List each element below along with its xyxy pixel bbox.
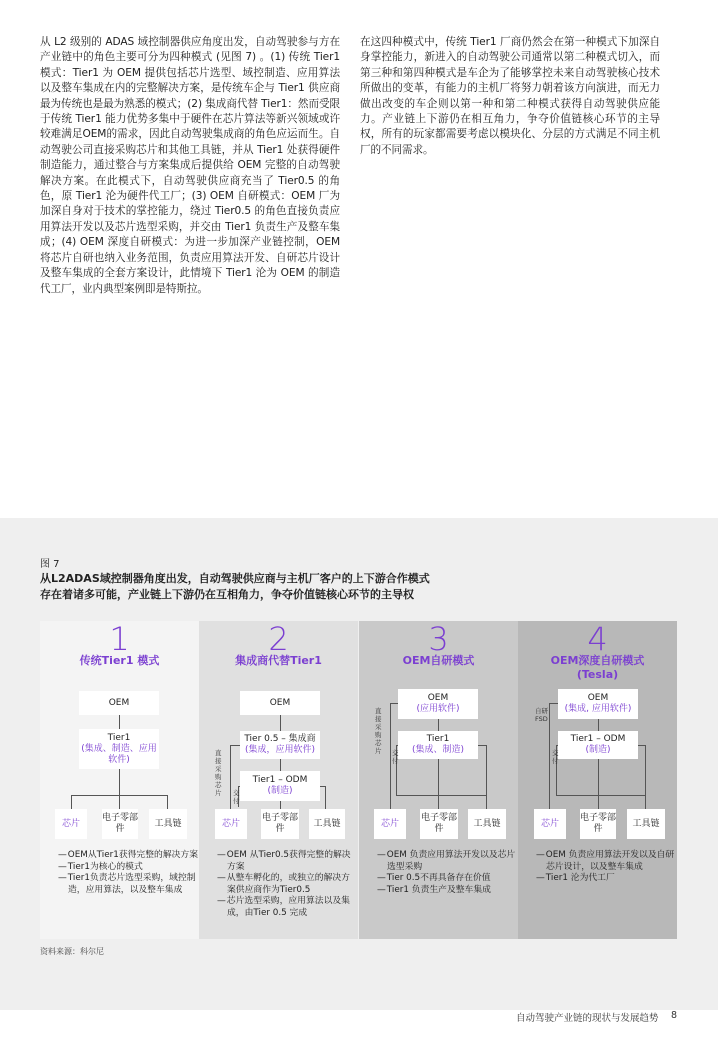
chip-box: 芯片 (374, 809, 406, 839)
connector-line (280, 801, 281, 809)
chip-box: 芯片 (55, 809, 87, 839)
oem-sub: (应用软件) (416, 704, 460, 714)
model-number: 2 (268, 620, 289, 658)
model-number: 1 (109, 620, 130, 658)
note-item: — OEM 负责应用算法开发以及自研芯片设计，以及整车集成 (536, 850, 676, 873)
figure-title-line1: 从L2ADAS域控制器角度出发，自动驾驶供应商与主机厂客户的上下游合作模式 (40, 572, 430, 585)
model-number: 4 (587, 620, 608, 658)
connector-line (549, 703, 550, 809)
note-item: — 芯片选型采购，应用算法以及集成，由Tier 0.5 完成 (217, 896, 357, 919)
tier1-sub: (集成、制造、应用软件) (81, 743, 157, 765)
model-title: 传统Tier1 模式 (79, 654, 160, 667)
connector-line (119, 795, 120, 809)
connector-line (396, 795, 486, 796)
connector-line (119, 715, 120, 729)
model-number: 3 (428, 620, 449, 658)
tier1-sub: (集成、制造) (411, 745, 465, 755)
odm-label: Tier1 – ODM (570, 734, 626, 744)
chip-box: 芯片 (534, 809, 566, 839)
figure-title-line2: 存在着诸多可能，产业链上下游仍在互相角力，争夺价值链核心环节的主导权 (40, 588, 414, 601)
connector-line (438, 719, 439, 731)
chip-box: 芯片 (215, 809, 247, 839)
connector-line (486, 745, 487, 809)
note-item: — Tier1 沦为代工厂 (536, 873, 676, 885)
electronics-box: 电子零部件 (261, 809, 299, 839)
delivery-label: 交付 (392, 749, 399, 765)
toolchain-box: 工具链 (149, 809, 187, 839)
figure-label: 图 7 (40, 559, 60, 570)
note-item: — OEM从Tier1获得完整的解决方案 (58, 850, 198, 862)
oem-sub: (集成, 应用软件) (564, 704, 632, 714)
oem-box: OEM (79, 691, 159, 715)
direct-purchase-label: 直接采购芯片 (215, 749, 222, 797)
footer-title: 自动驾驶产业链的现状与发展趋势 (516, 1013, 659, 1024)
tier1-box (79, 729, 159, 769)
electronics-box: 电子零部件 (420, 809, 458, 839)
oem-box: OEM (240, 691, 320, 715)
connector-line (478, 745, 487, 746)
toolchain-box: 工具链 (468, 809, 506, 839)
figure-title (40, 571, 680, 603)
direct-purchase-label: 直接采购芯片 (375, 707, 382, 755)
odm-box (558, 731, 638, 759)
connector-line (390, 703, 391, 809)
connector-line (325, 786, 326, 809)
toolchain-box: 工具链 (627, 809, 665, 839)
note-item: — Tier 0.5不再具备存在价值 (377, 873, 517, 885)
model-column-2 (199, 621, 358, 939)
connector-line (71, 795, 72, 809)
model-title-sub: (Tesla) (576, 668, 619, 681)
model-column-1 (40, 621, 199, 939)
connector-line (280, 715, 281, 731)
toolchain-box: 工具链 (309, 809, 345, 839)
odm-label: Tier1 – ODM (252, 775, 308, 785)
connector-line (598, 719, 599, 731)
connector-line (638, 745, 646, 746)
model-notes (536, 850, 676, 885)
connector-line (230, 745, 231, 809)
figure-source: 资料来源：科尔尼 (40, 947, 104, 956)
oem-box (558, 689, 638, 719)
connector-line (390, 703, 398, 704)
model-title: 集成商代替Tier1 (235, 654, 322, 667)
model-column-3 (359, 621, 518, 939)
connector-line (598, 759, 599, 809)
tier05-box (240, 731, 320, 759)
model-notes (217, 850, 357, 920)
connector-line (167, 795, 168, 809)
delivery-label: 交付 (233, 789, 240, 805)
connector-line (549, 703, 558, 704)
note-item: — 从整车孵化的，或独立的解决方案供应商作为Tier0.5 (217, 873, 357, 896)
page-number: 8 (671, 1010, 678, 1021)
model-title: OEM自研模式 (402, 654, 475, 667)
tier1-label: Tier1 (107, 732, 131, 743)
note-item: — Tier1负责芯片选型采购，域控制造，应用算法，以及整车集成 (58, 873, 198, 896)
self-developed-fsd-label: 自研FSD (535, 707, 548, 723)
tier1-label: Tier1 (426, 734, 450, 744)
connector-line (119, 769, 120, 795)
tier1-box (398, 731, 478, 759)
odm-box (240, 771, 320, 801)
model-notes (377, 850, 517, 896)
delivery-label: 交付 (552, 749, 559, 765)
note-item: — Tier1为核心的模式 (58, 862, 198, 874)
note-item: — OEM 从Tier0.5获得完整的解决方案 (217, 850, 357, 873)
connector-line (280, 759, 281, 771)
note-item: — OEM 负责应用算法开发以及芯片选型采购 (377, 850, 517, 873)
oem-box (398, 689, 478, 719)
connector-line (230, 745, 240, 746)
tier05-label: Tier 0.5 – 集成商 (244, 734, 316, 744)
electronics-box: 电子零部件 (102, 809, 138, 839)
electronics-box: 电子零部件 (580, 809, 616, 839)
odm-sub: (制造) (267, 786, 293, 796)
connector-line (645, 745, 646, 809)
model-notes (58, 850, 198, 896)
connector-line (320, 786, 326, 787)
oem-label: OEM (587, 693, 609, 703)
connector-line (438, 759, 439, 809)
model-title: OEM深度自研模式 (550, 654, 645, 667)
oem-label: OEM (427, 693, 449, 703)
model-column-4 (518, 621, 677, 939)
note-item: — Tier1 负责生产及整车集成 (377, 885, 517, 897)
body-paragraph-right: 在这四种模式中，传统 Tier1 厂商仍然会在第一种模式下加深自身掌控能力，新进入的自动驾驶公司通常以第二种模式切入，而第三种和第四种模式是车企为了能够掌控未来自动驾驶核心技术所做出的变革，有能力的主机厂将努力朝着该方向演进，而无力做出改变的车企则以第一种和第二种模式获得自动驾驶供应能力。产业链上下游仍在相互角力，争夺价值链核心环节的主导权，所有的玩家都需要考虑以模块化、分层的方式满足不同主机厂的不同需求。 (360, 36, 660, 156)
tier05-sub: (集成，应用软件) (244, 745, 316, 755)
body-paragraph-left: 从 L2 级别的 ADAS 域控制器供应角度出发，自动驾驶参与方在产业链中的角色主要可分为四种模式 (见图 7) 。(1) 传统 Tier1 模式：Tier1 为 OEM 提供包括芯片选型、域控制造、应用算法以及整车集成在内的完整解决方案，是传统车企与 Tier1 供应商最为传统也是最为熟悉的模式；(2) 集成商代替 Tier1：然而受限于传统 Tier1 能力优势多集中于硬件在芯片算法等新兴领域或许较难满足OEM的需求，因此自动驾驶集成商的角色应运而生。自动驾驶公司直接采购芯片和其他工具链，并从 Tier1 处获得硬件制造能力，通过整合与方案集成后提供给 OEM 完整的自动驾驶解决方案。在此模式下，自动驾驶供应商充当了 Tier0.5 的角色，原 Tier1 沦为硬件代工厂；(3) OEM 自研模式：OEM 厂为加深自身对于技术的掌控能力，绕过 Tier0.5 的角色直接负责应用算法开发以及芯片选型采购，并交由 Tier1 负责生产及整车集成；(4) OEM 深度自研模式：为进一步加深产业链控制，OEM 将芯片自研也纳入业务范围，负责应用算法开发、自研芯片设计及整车集成的全套方案设计，此情境下 Tier1 沦为 OEM 的制造代工厂，业内典型案例即是特斯拉。 (40, 36, 340, 295)
connector-line (556, 795, 646, 796)
odm-sub: (制造) (585, 745, 611, 755)
